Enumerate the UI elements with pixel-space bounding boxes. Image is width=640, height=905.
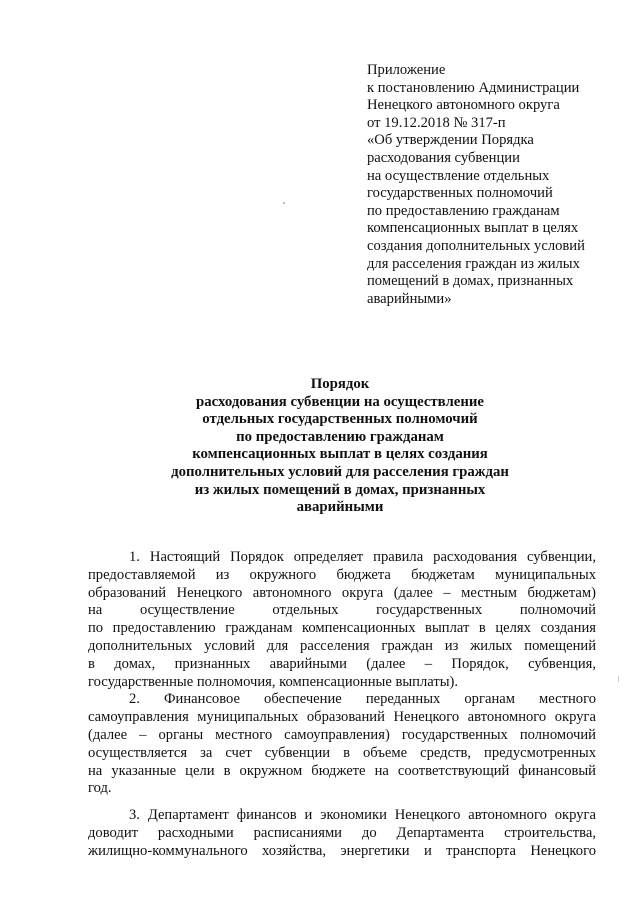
appendix-line: помещений в домах, признанных — [367, 273, 574, 290]
appendix-line: Приложение — [367, 62, 446, 78]
appendix-line: государственных полномочий — [367, 185, 553, 202]
body-line: 3. Департамент финансов и экономики Ненецкого автономного округа — [129, 807, 596, 824]
appendix-line: компенсационных выплат в целях — [367, 220, 579, 237]
title-line: Порядок — [310, 376, 370, 392]
body-line: государственные полномочия, компенсационные выплаты). — [88, 673, 459, 690]
title-line: аварийными — [296, 499, 384, 516]
paragraph-2 — [88, 691, 596, 798]
body-line: в домах, признанных аварийными (далее – Порядок, субвенция, — [88, 655, 596, 672]
appendix-line: «Об утверждении Порядка — [367, 132, 534, 149]
title-line: компенсационных выплат в целях создания — [192, 446, 488, 463]
appendix-line: создания дополнительных условий — [367, 237, 585, 254]
paragraph-spacer — [88, 798, 596, 807]
body-line: осуществляется за счет субвенции в объеме средств, предусмотренных — [88, 744, 596, 761]
body-line: доводит расходными расписаниями до Департамента строительства, — [88, 824, 596, 841]
scan-speck — [618, 676, 619, 682]
document-body — [88, 549, 596, 861]
body-line: по предоставлению гражданам компенсационных выплат в целях создания — [88, 620, 596, 637]
paragraph-3 — [88, 807, 596, 860]
body-line: образований Ненецкого автономного округа (далее – местным бюджетам) — [88, 584, 596, 601]
title-line: дополнительных условий для расселения граждан — [171, 463, 509, 480]
body-line: на указанные цели в окружном бюджете на соответствующий финансовый — [88, 762, 596, 779]
body-line: 2. Финансовое обеспечение переданных органам местного — [129, 691, 596, 708]
appendix-line: на осуществление отдельных — [367, 167, 550, 184]
appendix-header — [367, 62, 607, 308]
scan-speck — [283, 202, 285, 204]
appendix-line: от 19.12.2018 № 317-п — [367, 114, 506, 131]
body-line: на осуществление отдельных государственных полномочий — [88, 602, 596, 619]
body-line: самоуправления муниципальных образований Ненецкого автономного округа — [88, 709, 596, 726]
paragraph-1 — [88, 549, 596, 691]
body-line: жилищно-коммунального хозяйства, энергетики и транспорта Ненецкого — [88, 842, 596, 859]
appendix-line: аварийными» — [367, 290, 452, 307]
appendix-line: по предоставлению гражданам — [367, 202, 560, 219]
title-line: из жилых помещений в домах, признанных — [194, 481, 486, 498]
appendix-line: Ненецкого автономного округа — [367, 97, 560, 114]
body-line: год. — [88, 780, 112, 797]
body-line: предоставляемой из окружного бюджета бюджетам муниципальных — [88, 566, 596, 583]
body-line: дополнительных условий для расселения граждан из жилых помещений — [88, 637, 596, 654]
appendix-line: расходования субвенции — [367, 149, 520, 166]
body-line: 1. Настоящий Порядок определяет правила расходования субвенции, — [129, 549, 596, 565]
title-line: отдельных государственных полномочий — [202, 411, 478, 428]
title-line: расходования субвенции на осуществление — [196, 393, 484, 410]
body-line: (далее – органы местного самоуправления) государственных полномочий — [88, 726, 596, 743]
title-line: по предоставлению гражданам — [236, 428, 444, 445]
document-title — [100, 376, 580, 517]
appendix-line: к постановлению Администрации — [367, 79, 580, 96]
appendix-line: для расселения граждан из жилых — [367, 255, 580, 272]
